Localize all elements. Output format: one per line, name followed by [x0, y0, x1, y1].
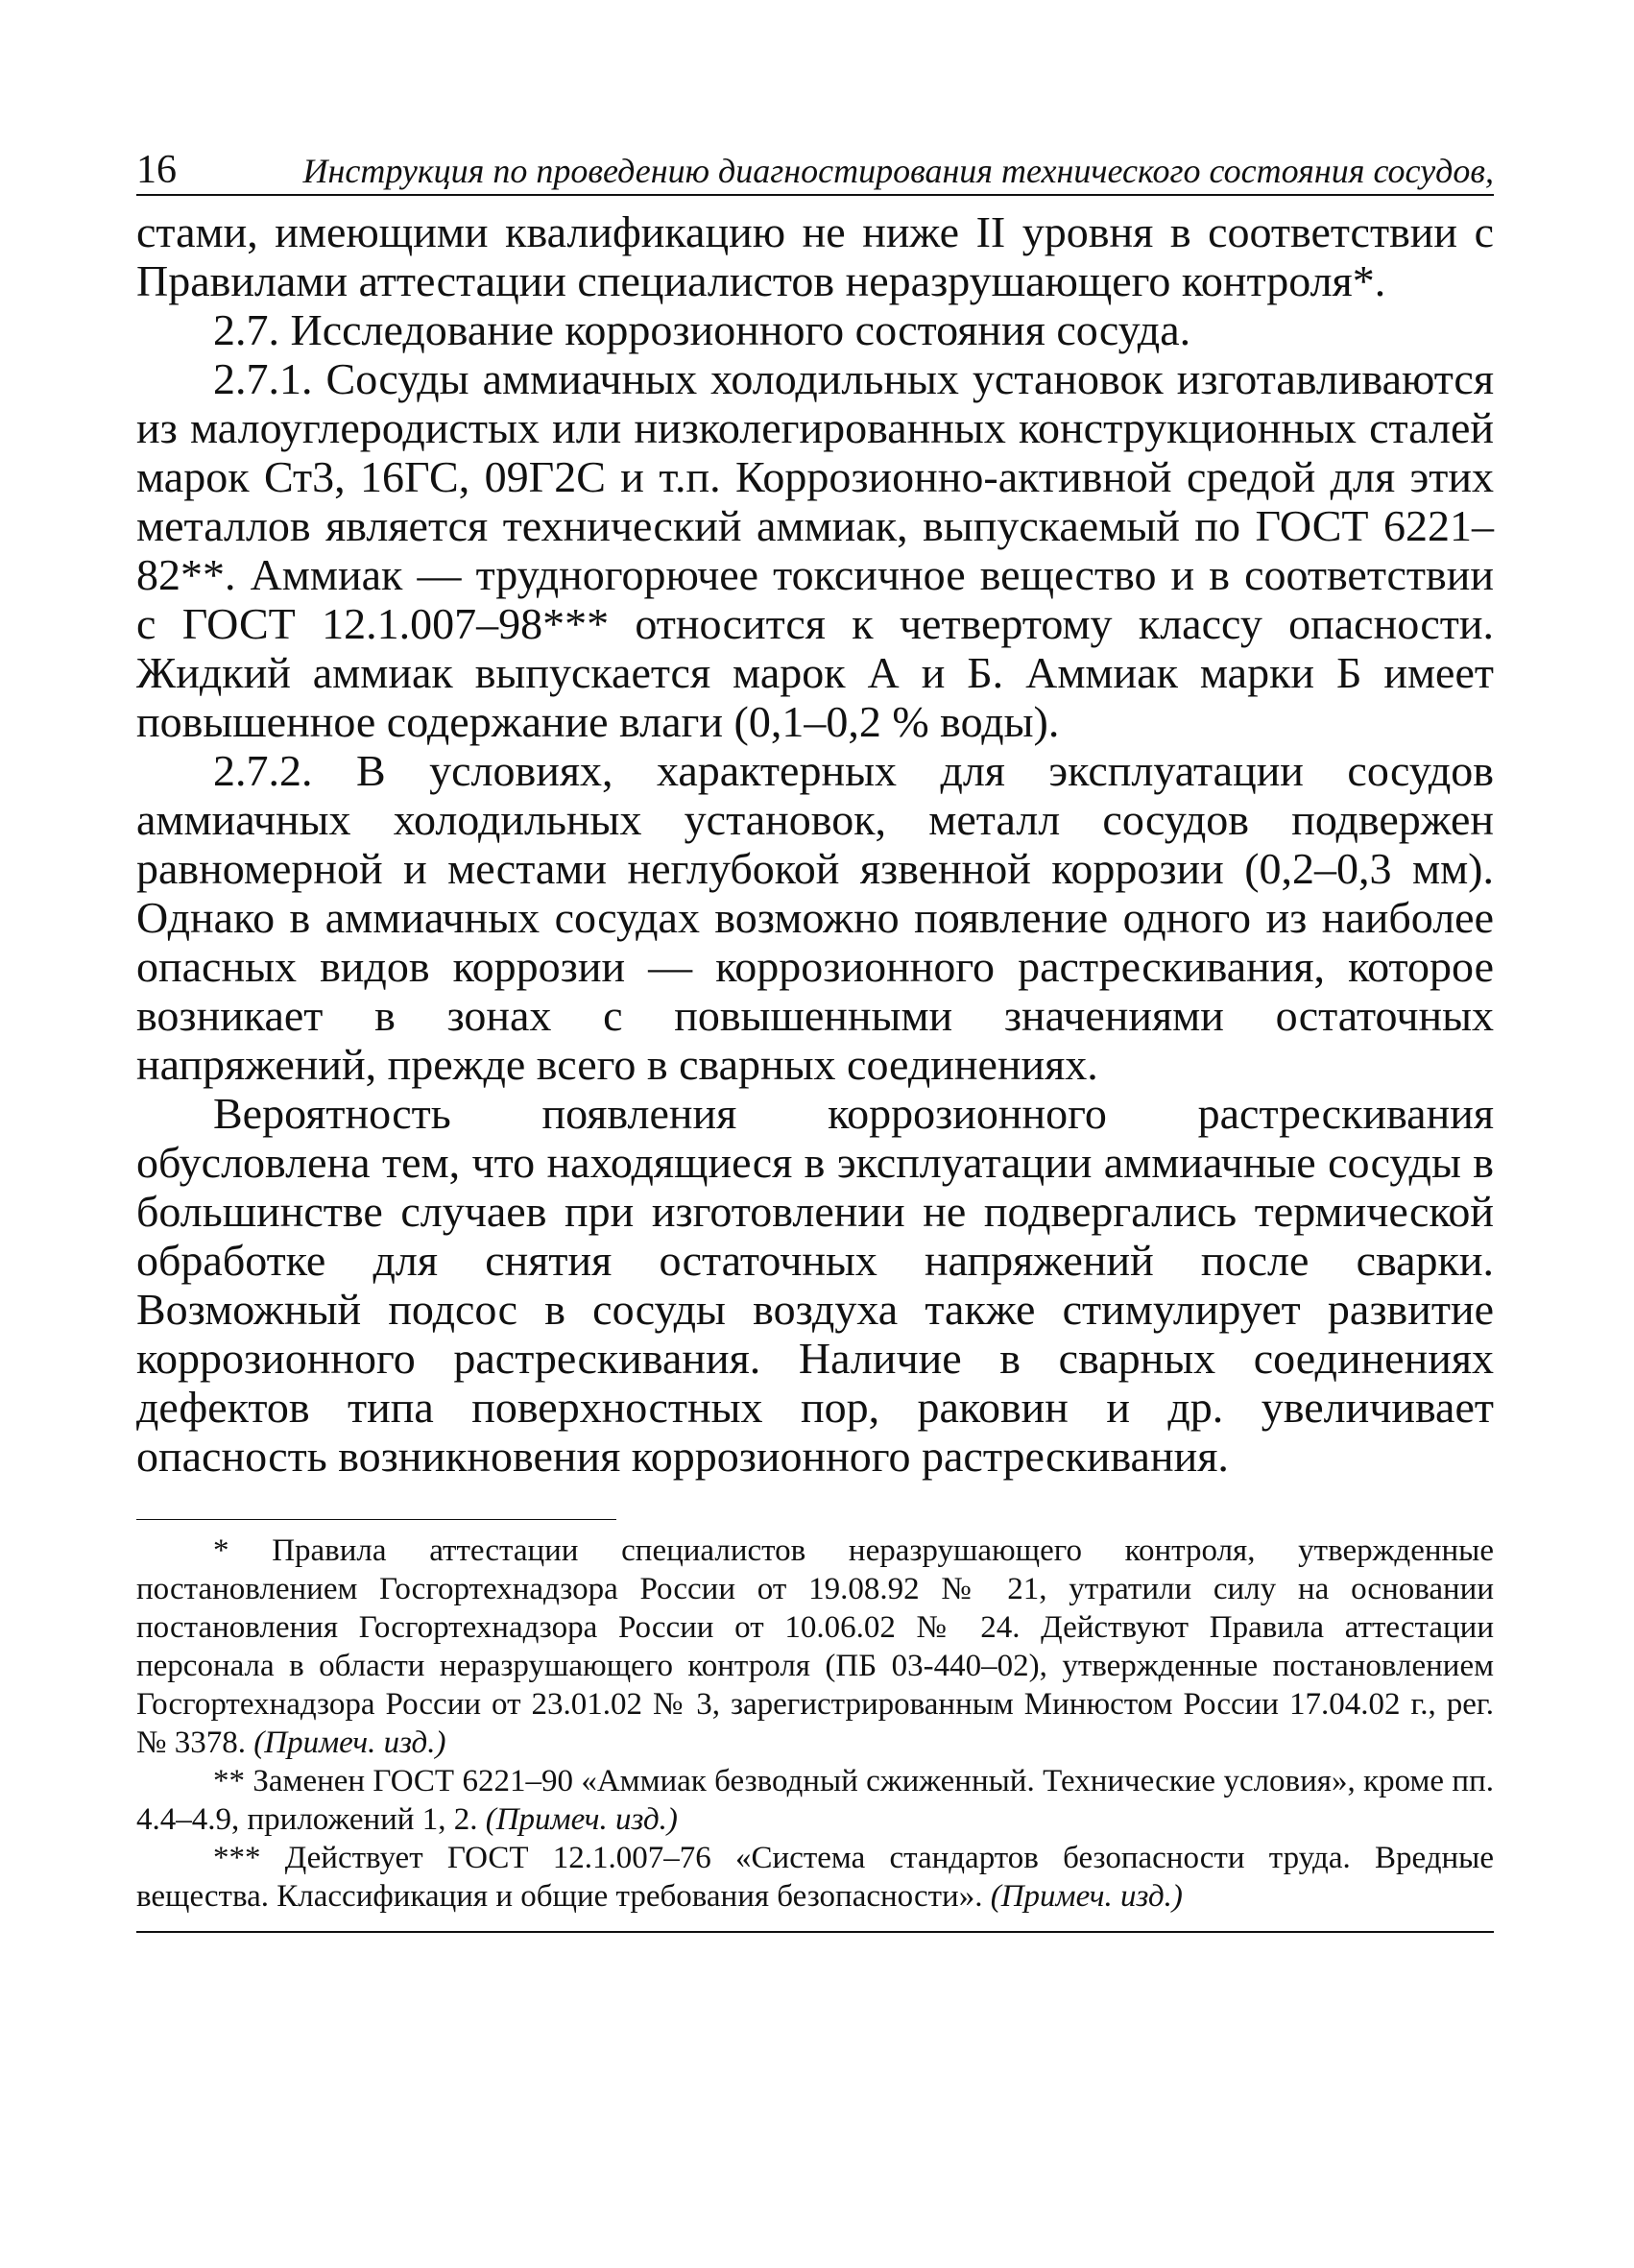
paragraph-2-7-1: 2.7.1. Сосуды аммиачных холодильных установок изготавливаются из малоуглеродистых или низколегированных конструкционных сталей марок Ст3, 16ГС, 09Г2С и т.п. Коррозионно-активной средой для этих металлов является технический аммиак, выпускаемый по ГОСТ 6221–82**. Аммиак — трудногорючее токсичное вещество и в соответствии с ГОСТ 12.1.007–98*** относится к четвертому классу опасности. Жидкий аммиак выпускается марок А и Б. Аммиак марки Б имеет повышенное содержание влаги (0,1–0,2 % воды). — [136, 354, 1494, 746]
body-text — [136, 207, 1494, 1481]
page-number: 16 — [136, 148, 177, 192]
footnote-1-text: * Правила аттестации специалистов неразрушающего контроля, утвержденные постановлением Госгортехнадзора России от 19.08.92 № 21, утратили силу на основании постановления Госгортехнадзора России от 10.06.02 № 24. Действуют Правила аттестации персонала в области неразрушающего контроля (ПБ 03-440–02), утвержденные постановлением Госгортехнадзора России от 23.01.02 № 3, зарегистрированным Минюстом России 17.04.02 г., рег. № 3378. — [136, 1533, 1494, 1760]
section-heading-2-7: 2.7. Исследование коррозионного состояния сосуда. — [213, 305, 1191, 354]
paragraph-probability: Вероятность появления коррозионного растрескивания обусловлена тем, что находящиеся в эксплуатации аммиачные сосуды в большинстве случаев при изготовлении не подвергались термической обработке для снятия остаточных напряжений после сварки. Возможный подсос в сосуды воздуха также стимулирует развитие коррозионного растрескивания. Наличие в сварных соединениях дефектов типа поверхностных пор, раковин и др. увеличивает опасность возникновения коррозионного растрескивания. — [136, 1089, 1494, 1481]
page-header — [136, 144, 1494, 196]
footnote-2-note: (Примеч. изд.) — [485, 1802, 678, 1837]
paragraph-2-7-2: 2.7.2. В условиях, характерных для эксплуатации сосудов аммиачных холодильных установок, металл сосудов подвержен равномерной и местами неглубокой язвенной коррозии (0,2–0,3 мм). Однако в аммиачных сосудах возможно появление одного из наиболее опасных видов коррозии — коррозионного растрескивания, которое возникает в зонах с повышенными значениями остаточных напряжений, прежде всего в сварных соединениях. — [136, 746, 1494, 1089]
footnote-1-note: (Примеч. изд.) — [253, 1725, 446, 1760]
footnote-3-note: (Примеч. изд.) — [990, 1879, 1183, 1914]
footnote-2-text: ** Заменен ГОСТ 6221–90 «Аммиак безводный сжиженный. Технические условия», кроме пп. 4.4–4.9, приложений 1, 2. — [136, 1764, 1494, 1837]
book-page — [136, 144, 1494, 1933]
running-title: Инструкция по проведению диагностирования технического состояния сосудов, — [302, 152, 1494, 190]
footnote-3 — [136, 1839, 1494, 1916]
footnote-separator — [136, 1519, 616, 1520]
footnotes — [136, 1532, 1494, 1916]
bottom-rule — [136, 1931, 1494, 1933]
footnote-1 — [136, 1532, 1494, 1762]
footnote-2 — [136, 1762, 1494, 1839]
footnote-3-text: *** Действует ГОСТ 12.1.007–76 «Система стандартов безопасности труда. Вредные вещества. Классификация и общие требования безопасности». — [136, 1841, 1494, 1914]
paragraph-continuation: стами, имеющими квалификацию не ниже II уровня в соответствии с Правилами аттестации специалистов неразрушающего контроля*. — [136, 207, 1494, 305]
